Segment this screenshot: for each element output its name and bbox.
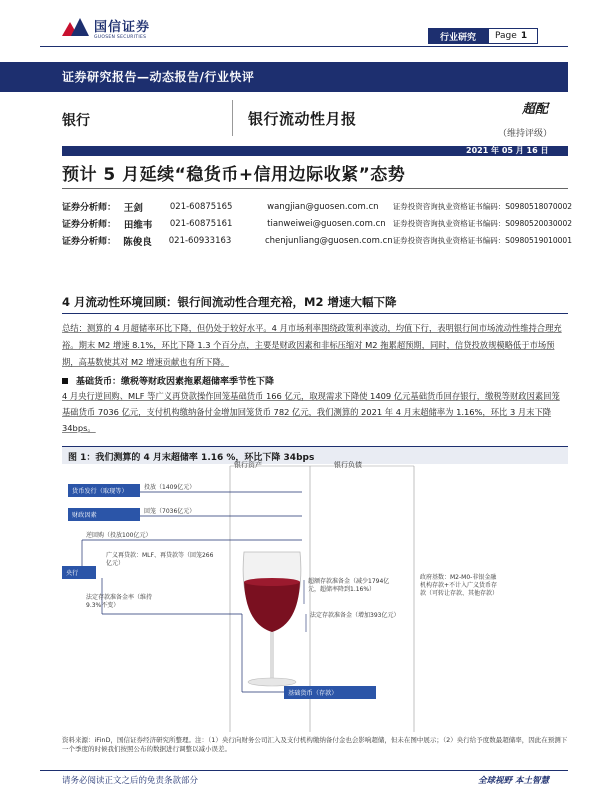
analyst-row [62,232,572,249]
logo-name-en: GUOSEN SECURITIES [94,35,147,40]
analyst-cert: 证券投资咨询执业资格证书编码：S0980518070002 [392,202,572,211]
page-number: 1 [520,31,528,41]
analyst-name: 田维韦 [123,219,153,231]
analyst-email[interactable]: chenjunliang@guosen.com.cn [265,235,393,246]
header-tag [428,28,538,44]
rating-note: （维持评级） [498,129,553,139]
banner-text: 证券研究报告—动态报告/行业快评 [62,70,255,84]
analyst-row [62,215,572,232]
figure-source: 资料来源：iFinD，国信证券经济研究所整理。注：（1）央行向财务公司汇入及支付机构缴纳备付金也会影响超储，但未在图中展示；（2）央行给予度数最超储率，因此在预测下一个季度的时候我们按照公布的数据进行调整以减小误差。 [62,736,568,753]
analyst-name: 陈俊良 [123,236,152,248]
section-title: 4 月流动性环境回顾：银行间流动性合理充裕，M2 增速大幅下降 [62,295,397,309]
footer-disclaimer: 请务必阅读正文之后的免责条款部分 [62,776,199,786]
analyst-phone: 021-60933163 [168,235,232,246]
logo-name: 国信证券 [94,20,151,35]
analyst-role: 证券分析师： [62,220,117,230]
note-fiscal: 回笼（7036亿元） [144,508,196,515]
wine-glass-icon [243,552,301,686]
note-excess-reserve: 超额存款准备金（减少1794亿元，超储率降到1.16%） [308,578,390,593]
page-label: Page [495,31,517,41]
section-divider [62,313,568,314]
header-divider [40,46,568,47]
note-reverse-repo: 逆回购（投放100亿元） [86,532,152,539]
note-required-reserve: 法定存款准备金（增加393亿元） [310,612,400,619]
report-date: 2021 年 05 月 16 日 [466,146,549,155]
base-money-box: 基础货币（存款） [284,686,376,699]
col-header-liabilities: 银行负债 [334,461,362,469]
liquidity-diagram [62,461,568,734]
analyst-role: 证券分析师： [62,237,117,247]
note-rrr: 法定存款准备金率（维持9.3%不变） [86,594,153,609]
page-indicator [488,28,538,44]
note-relending: 广义再贷款：MLF、再贷款等（回笼266亿元） [106,552,214,567]
footer-slogan: 全球视野 本土智慧 [478,776,549,786]
footer-divider [40,770,568,771]
section-summary: 总结：测算的 4 月超储率环比下降，但仍处于较好水平。4 月市场利率围绕政策利率波动，均值下行，表明银行间市场流动性维持合理充裕。期末 M2 增速 8.1%，环比下降 1.3 个百分点，主要是财政因素和非标压缩对 M2 拖累超预期，同时，信贷投放规模略低于市场预期，高基数使其对 M2 增速贡献也有所下降。 [62,323,562,367]
company-logo [62,16,150,40]
analyst-role: 证券分析师： [62,203,117,213]
report-category: 行业研究 [428,28,488,44]
figure-title: 图 1：我们测算的 4 月末超储率 1.16 %，环比下降 34bps [62,446,568,464]
bullet-body: 4 月央行逆回购、MLF 等广义再贷款操作回笼基础货币 166 亿元，取现需求下降使 1409 亿元基础货币回存银行，缴税等财政因素回笼基础货币 7036 亿元，支付机构缴纳备付金增加回笼货币 782 亿元，我们测算的 2021 年 4 月末超储率为 1.16%，环比 3 月末下降 34bps。 [62,391,560,433]
note-liabilities: 政府基数：M2-M0-非银金融机构存款+不计入广义货币存款（可转让存款、其他存款） [420,574,499,597]
analyst-row [62,198,572,215]
analyst-cert: 证券投资咨询执业资格证书编码：S0980519010001 [392,236,572,245]
analyst-list [62,198,572,249]
analyst-email[interactable]: tianweiwei@guosen.com.cn [267,218,386,229]
analyst-phone: 021-60875161 [169,218,233,229]
analyst-phone: 021-60875165 [169,201,233,212]
headline: 预计 5 月延续“稳货币+信用边际收紧”态势 [62,165,406,185]
bullet-title: 基础货币：缴税等财政因素拖累超储率季节性下降 [76,377,275,387]
bullet-square-icon [62,378,68,384]
central-bank-box: 央行 [62,566,96,579]
analyst-name: 王剑 [123,202,143,214]
sector-name: 银行 [62,113,90,129]
fiscal-box: 财政因素 [68,508,140,521]
headline-divider [62,188,568,189]
title-separator [232,100,233,136]
col-header-assets: 银行资产 [234,461,262,469]
report-title: 银行流动性月报 [248,110,357,128]
bullet-heading [62,374,274,387]
logo-mark-icon [62,18,88,38]
analyst-email[interactable]: wangjian@guosen.com.cn [267,201,379,212]
currency-issue-box: 货币发行（取现等） [68,484,140,497]
rating: 超配 [522,102,549,117]
note-deposit-back: 投放（1409亿元） [144,484,196,491]
analyst-cert: 证券投资咨询执业资格证书编码：S0980520030002 [392,219,572,228]
